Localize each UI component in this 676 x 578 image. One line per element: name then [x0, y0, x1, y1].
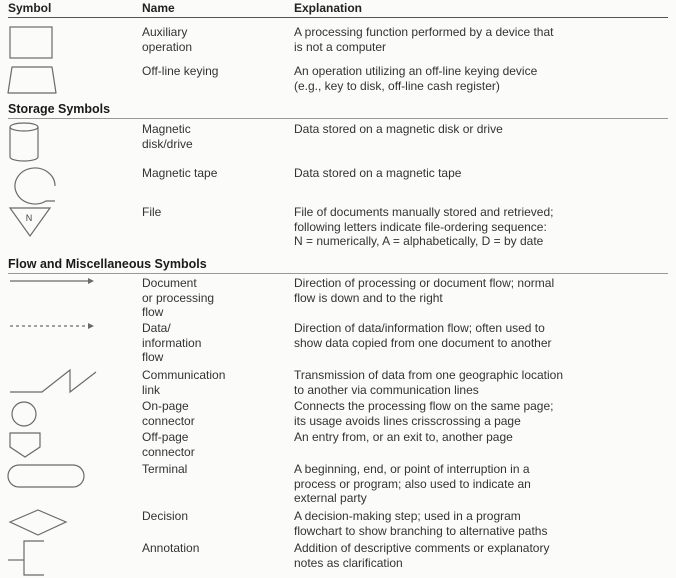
name-offline-keying: Off-line keying	[142, 64, 219, 78]
offline-keying-symbol	[8, 67, 56, 93]
name-decision: Decision	[142, 509, 189, 523]
on-page-connector-symbol	[12, 402, 36, 426]
terminal-symbol	[8, 465, 84, 487]
auxiliary-operation-symbol	[10, 27, 52, 58]
communication-link-symbol	[10, 370, 96, 392]
name-document-flow: Document or processing flow	[142, 276, 215, 319]
explanation-magnetic-disk: Data stored on a magnetic disk or drive	[294, 122, 503, 136]
explanation-auxiliary-operation: A processing function performed by a device that is not a computer	[294, 25, 554, 54]
name-on-page-connector: On-page connector	[142, 399, 195, 428]
name-data-flow: Data/ information flow	[142, 321, 202, 364]
decision-symbol	[10, 510, 66, 535]
name-magnetic-tape: Magnetic tape	[142, 166, 218, 180]
explanation-decision: A decision-making step; used in a program flowchart to show branching to alternative paths	[294, 509, 548, 538]
magnetic-disk-symbol	[10, 123, 38, 161]
magnetic-tape-symbol	[15, 168, 55, 204]
explanation-off-page-connector: An entry from, or an exit to, another page	[294, 430, 513, 444]
name-file: File	[142, 205, 162, 219]
explanation-on-page-connector: Connects the processing flow on the same page; its usage avoids lines crisscrossing a page	[294, 399, 554, 428]
header-explanation: Explanation	[294, 1, 363, 15]
header-symbol: Symbol	[8, 1, 52, 15]
explanation-file: File of documents manually stored and retrieved; following letters indicate file-ordering sequence: N = numerically, A = alphabetically, D = by date	[294, 205, 554, 248]
explanation-terminal: A beginning, end, or point of interruption in a process or program; also used to indicate an external party	[294, 462, 531, 505]
name-terminal: Terminal	[142, 462, 188, 476]
section-flow-heading: Flow and Miscellaneous Symbols	[8, 257, 207, 271]
explanation-data-flow: Direction of data/information flow; often used to show data copied from one document to another	[294, 321, 552, 350]
section-storage-heading: Storage Symbols	[8, 102, 111, 116]
header-name: Name	[142, 1, 175, 15]
explanation-communication-link: Transmission of data from one geographic location to another via communication lines	[294, 368, 564, 397]
explanation-magnetic-tape: Data stored on a magnetic tape	[294, 166, 462, 180]
name-off-page-connector: Off-page connector	[142, 430, 195, 459]
explanation-annotation: Addition of descriptive comments or explanatory notes as clarification	[294, 541, 550, 570]
name-annotation: Annotation	[142, 541, 200, 555]
name-magnetic-disk: Magnetic disk/drive	[142, 122, 193, 151]
off-page-connector-symbol	[10, 433, 40, 457]
explanation-offline-keying: An operation utilizing an off-line keying device (e.g., key to disk, off-line cash register)	[294, 64, 538, 93]
name-communication-link: Communication link	[142, 368, 226, 397]
name-auxiliary-operation: Auxiliary operation	[142, 25, 193, 54]
explanation-document-flow: Direction of processing or document flow; normal flow is down and to the right	[294, 276, 555, 305]
annotation-symbol	[24, 541, 44, 575]
file-symbol-letter: N	[25, 213, 33, 223]
